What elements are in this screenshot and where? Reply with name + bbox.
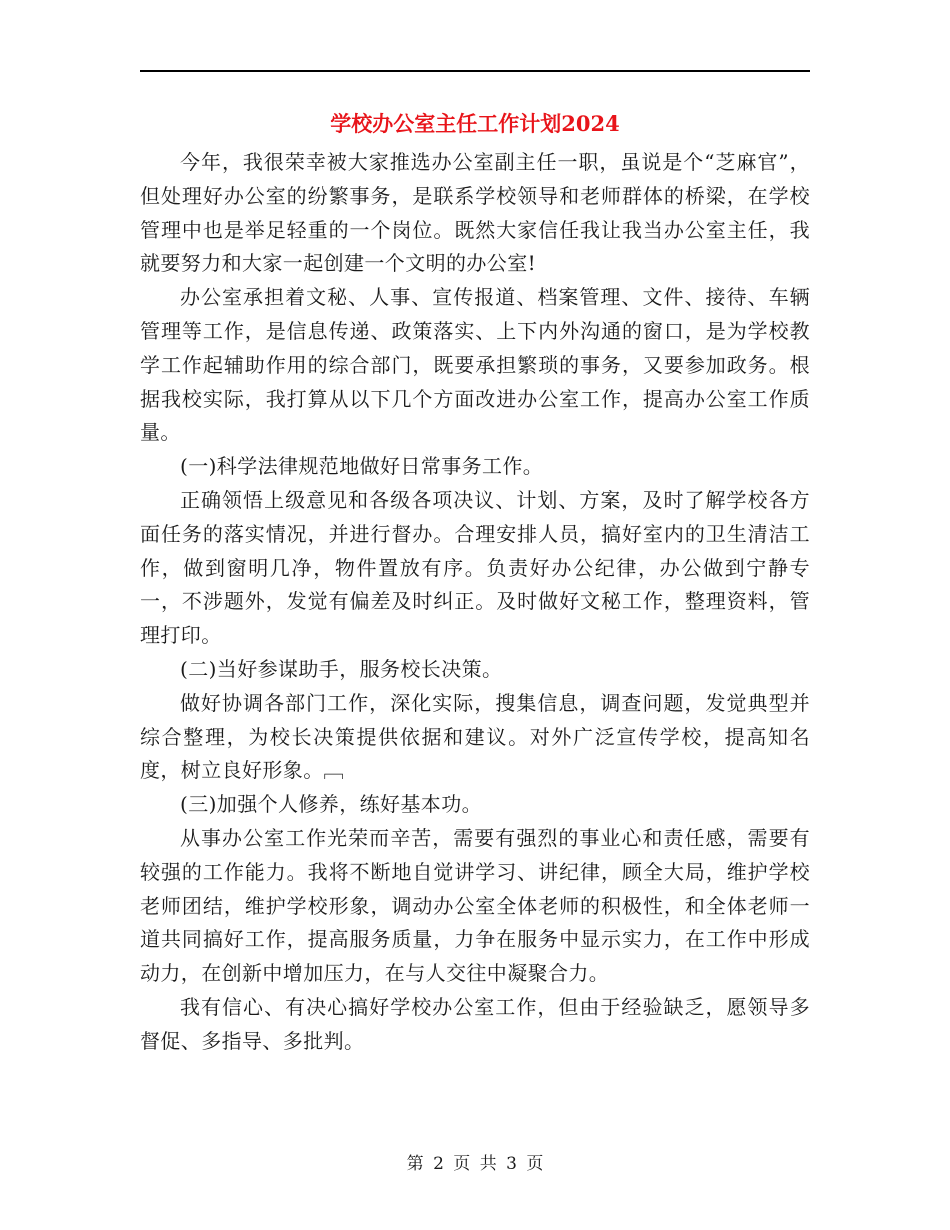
- paragraph-section-2: 做好协调各部门工作，深化实际，搜集信息，调查问题，发觉典型并综合整理，为校长决策提供依据和建议。对外广泛宣传学校，提高知名度，树立良好形象。﹇: [140, 690, 810, 783]
- header-rule: [140, 70, 810, 72]
- paragraph-closing: 我有信心、有决心搞好学校办公室工作，但由于经验缺乏，愿领导多督促、多指导、多批判。: [140, 994, 810, 1053]
- document-body: [140, 146, 810, 1059]
- section-heading-2: (二)当好参谋助手，服务校长决策。: [180, 656, 503, 681]
- paragraph-section-1: 正确领悟上级意见和各级各项决议、计划、方案，及时了解学校各方面任务的落实情况，并进行督办。合理安排人员，搞好室内的卫生清洁工作，做到窗明几净，物件置放有序。负责好办公纪律，办公做到宁静专一，不涉题外，发觉有偏差及时纠正。及时做好文秘工作，整理资料，管理打印。: [140, 487, 810, 648]
- section-heading-3: (三)加强个人修养，练好基本功。: [180, 792, 483, 817]
- page-number: 第 2 页 共 3 页: [406, 1154, 544, 1174]
- paragraph-section-3: 从事办公室工作光荣而辛苦，需要有强烈的事业心和责任感，需要有较强的工作能力。我将不断地自觉讲学习、讲纪律，顾全大局，维护学校老师团结，维护学校形象，调动办公室全体老师的积极性，和全体老师一道共同搞好工作，提高服务质量，力争在服务中显示实力，在工作中形成动力，在创新中增加压力，在与人交往中凝聚合力。: [140, 825, 810, 986]
- paragraph-responsibilities: 办公室承担着文秘、人事、宣传报道、档案管理、文件、接待、车辆管理等工作，是信息传递、政策落实、上下内外沟通的窗口，是为学校教学工作起辅助作用的综合部门，既要承担繁琐的事务，又要参加政务。根据我校实际，我打算从以下几个方面改进办公室工作，提高办公室工作质量。: [140, 285, 810, 445]
- paragraph-intro: 今年，我很荣幸被大家推选办公室副主任一职，虽说是个“芝麻官”，但处理好办公室的纷繁事务，是联系学校领导和老师群体的桥梁，在学校管理中也是举足轻重的一个岗位。既然大家信任我让我当办公室主任，我就要努力和大家一起创建一个文明的办公室!: [140, 150, 810, 276]
- document-title: 学校办公室主任工作计划2024: [330, 111, 620, 136]
- section-heading-1: (一)科学法律规范地做好日常事务工作。: [180, 454, 544, 479]
